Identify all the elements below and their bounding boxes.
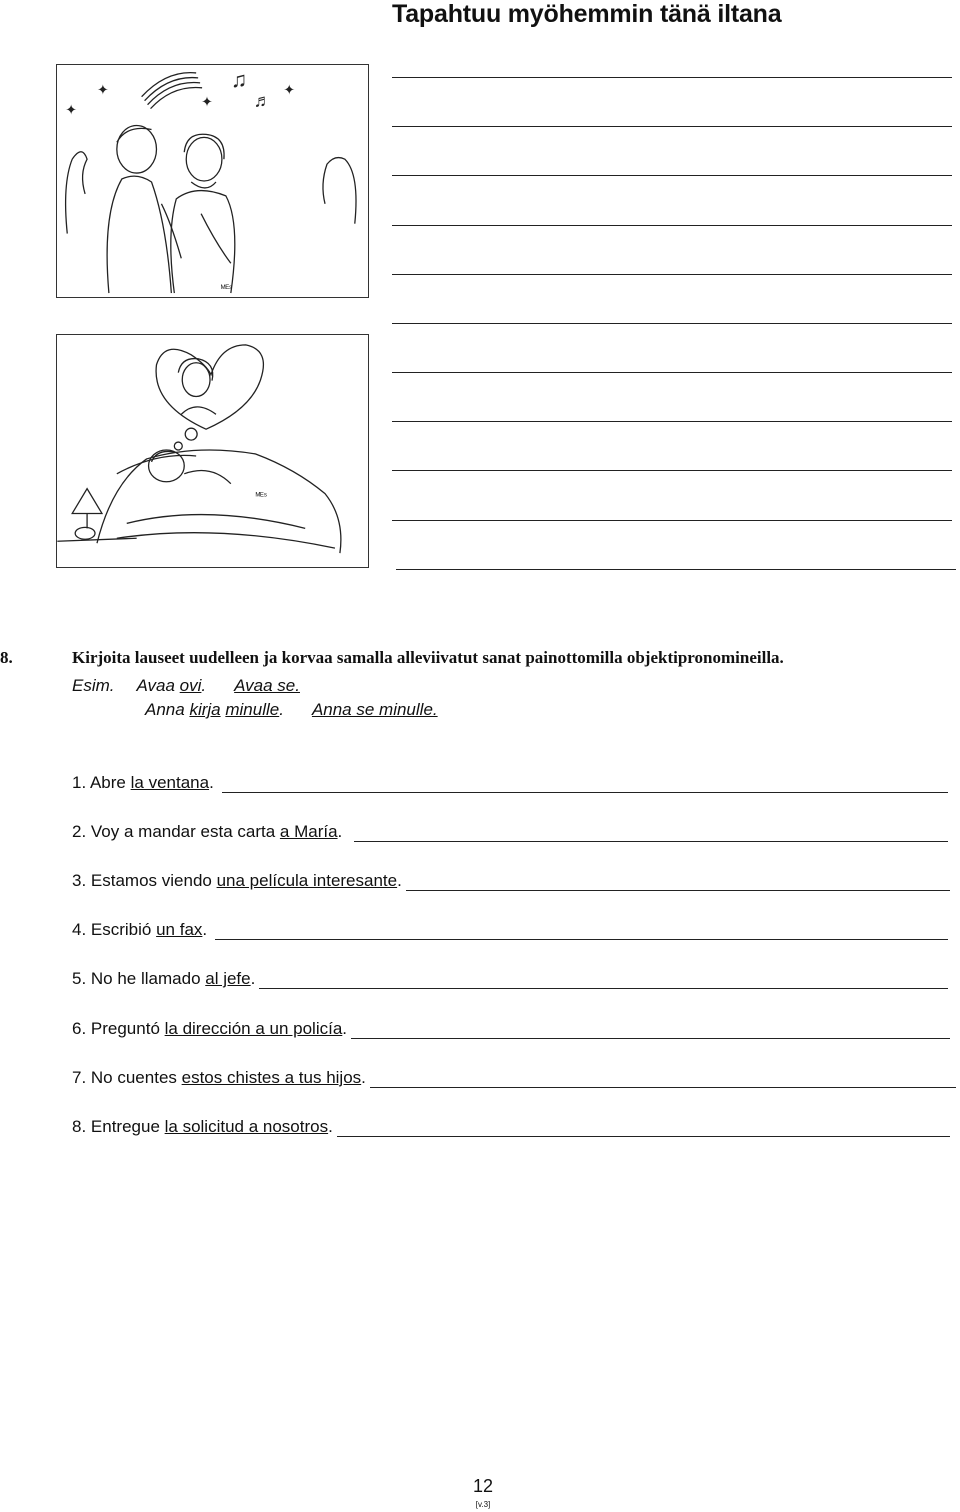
dream-illustration — [56, 334, 369, 568]
item-underlined: la solicitud a nosotros — [164, 1117, 329, 1136]
item-text: . — [250, 969, 256, 988]
svg-text:ᴹᴱˢ: ᴹᴱˢ — [220, 283, 233, 294]
instruction-text: Kirjoita lauseet uudelleen ja korvaa samalla alleviivatut sanat painottomilla objektipronomineilla. — [72, 648, 784, 667]
example-1 — [137, 676, 207, 695]
exercise-item-8 — [72, 1117, 950, 1137]
item-text: . — [397, 871, 402, 890]
answer-line[interactable] — [337, 1136, 950, 1137]
writing-line[interactable] — [392, 225, 952, 226]
example-line-1 — [72, 676, 314, 696]
dance-illustration — [56, 64, 369, 298]
writing-line[interactable] — [392, 323, 952, 324]
example-text: . — [201, 676, 207, 695]
item-underlined: a María — [279, 822, 338, 841]
item-underlined: la ventana — [130, 773, 210, 792]
item-text: . — [202, 920, 208, 939]
example-2 — [145, 700, 284, 719]
writing-line[interactable] — [392, 77, 952, 78]
item-text: 6. Preguntó — [72, 1019, 165, 1038]
answer-line[interactable] — [215, 939, 948, 940]
exercise-number: 8. — [0, 648, 13, 667]
page-number: 12 — [472, 1476, 494, 1496]
example-underlined: kirja — [189, 700, 221, 719]
answer-line[interactable] — [406, 890, 950, 891]
item-underlined: la dirección a un policía — [164, 1019, 343, 1038]
svg-text:✦: ✦ — [201, 93, 213, 110]
answer-line[interactable] — [351, 1038, 950, 1039]
writing-line[interactable] — [396, 569, 956, 570]
svg-text:✦: ✦ — [96, 81, 109, 98]
item-text: 2. Voy a mandar esta carta — [72, 822, 280, 841]
example-line-2 — [145, 700, 452, 720]
example-text: Avaa — [136, 676, 180, 695]
example-2-answer: Anna se minulle. — [311, 700, 438, 719]
svg-text:♫: ♫ — [230, 66, 248, 92]
item-text: . — [342, 1019, 348, 1038]
item-text: . — [209, 773, 214, 792]
writing-line[interactable] — [392, 175, 952, 176]
item-text: . — [361, 1068, 366, 1087]
item-text: 8. Entregue — [72, 1117, 165, 1136]
example-underlined: minulle — [225, 700, 280, 719]
writing-line[interactable] — [392, 520, 952, 521]
version-label: [v.3] — [475, 1500, 491, 1509]
writing-line[interactable] — [392, 274, 952, 275]
item-text: 1. Abre — [72, 773, 131, 792]
exercise-item-2 — [72, 822, 948, 842]
exercise-item-4 — [72, 920, 948, 940]
item-text: . — [328, 1117, 333, 1136]
exercise-item-1 — [72, 773, 948, 793]
page-title: Tapahtuu myöhemmin tänä iltana — [392, 0, 782, 28]
svg-text:ᴹᴱˢ: ᴹᴱˢ — [255, 490, 267, 501]
item-text: 5. No he llamado — [72, 969, 206, 988]
answer-line[interactable] — [259, 988, 948, 989]
exercise-instruction — [0, 648, 784, 668]
item-underlined: un fax — [156, 920, 203, 939]
svg-text:♬: ♬ — [253, 90, 272, 111]
item-underlined: una película interesante — [216, 871, 398, 890]
item-underlined: estos chistes a tus hijos — [181, 1068, 362, 1087]
exercise-item-3 — [72, 871, 950, 891]
exercise-item-6 — [72, 1019, 950, 1039]
writing-line[interactable] — [392, 421, 952, 422]
exercise-item-5 — [72, 969, 948, 989]
item-text: 7. No cuentes — [72, 1068, 182, 1087]
example-text: . — [279, 700, 284, 719]
answer-line[interactable] — [222, 792, 948, 793]
writing-line[interactable] — [392, 470, 952, 471]
example-label: Esim. — [72, 676, 115, 695]
writing-line[interactable] — [392, 372, 952, 373]
example-text: Anna — [145, 700, 190, 719]
dance-drawing — [57, 65, 368, 297]
item-text: 3. Estamos viendo — [72, 871, 217, 890]
example-1-answer: Avaa se. — [234, 676, 300, 695]
dream-drawing — [57, 335, 368, 567]
example-underlined: ovi — [179, 676, 202, 695]
answer-line[interactable] — [354, 841, 948, 842]
exercise-item-7 — [72, 1068, 956, 1088]
item-underlined: al jefe — [205, 969, 251, 988]
item-text: 4. Escribió — [72, 920, 157, 939]
item-text: . — [337, 822, 343, 841]
svg-text:✦: ✦ — [65, 101, 77, 118]
writing-line[interactable] — [392, 126, 952, 127]
svg-text:✦: ✦ — [283, 81, 296, 98]
answer-line[interactable] — [370, 1087, 956, 1088]
